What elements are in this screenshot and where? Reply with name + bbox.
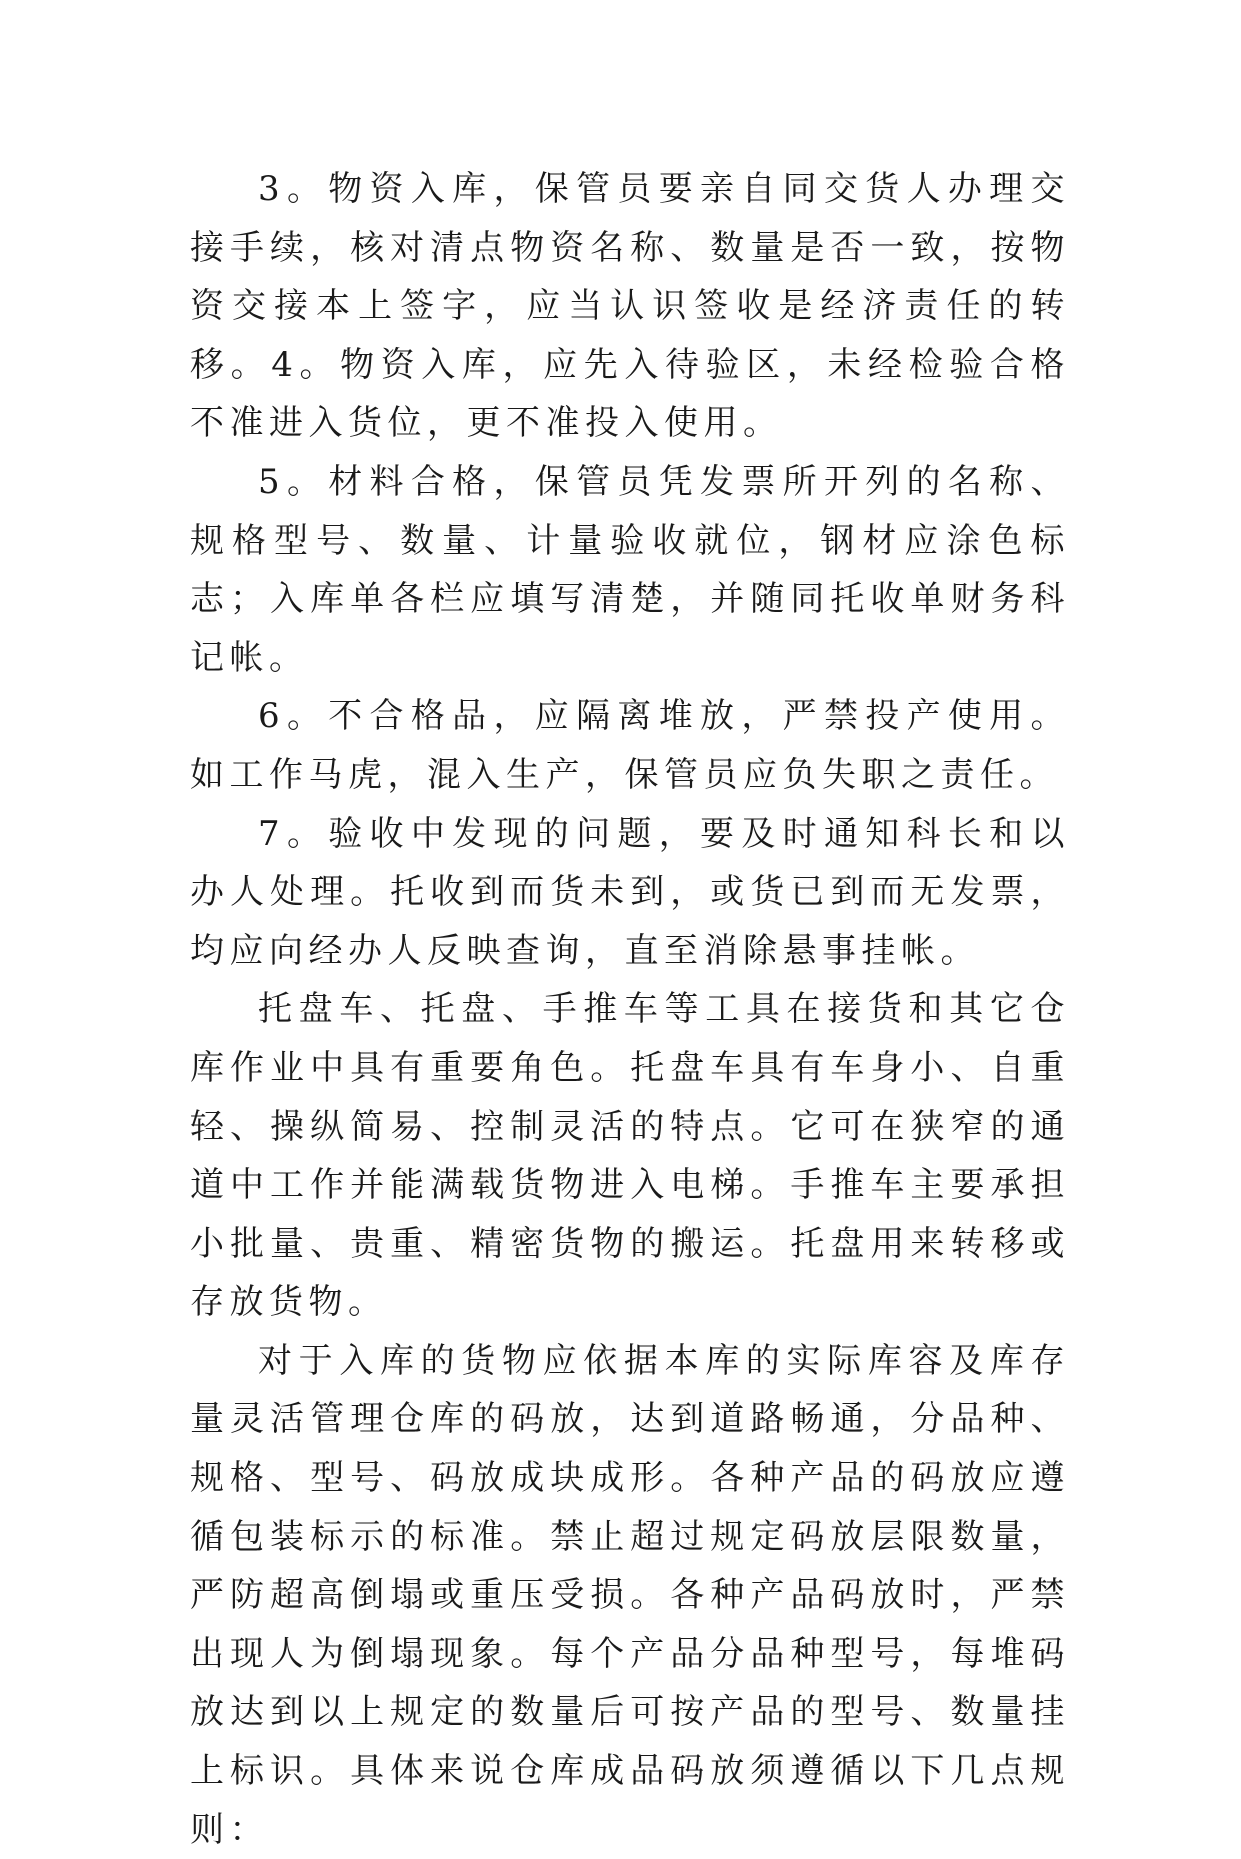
- paragraph-inspection-issues: 7。验收中发现的问题，要及时通知科长和以办人处理。托收到而货未到，或货已到而无发票，均应向经办人反映查询，直至消除悬事挂帐。: [190, 813, 1070, 971]
- paragraph-unqualified-goods: 6。不合格品，应隔离堆放，严禁投产使用。如工作马虎，混入生产，保管员应负失职之责任。: [190, 696, 1070, 795]
- paragraph-stacking-rules: 对于入库的货物应依据本库的实际库容及库存量灵活管理仓库的码放，达到道路畅通，分品种、规格、型号、码放成块成形。各种产品的码放应遵循包装标示的标准。禁止超过规定码放层限数量，严防超高倒塌或重压受损。各种产品码放时，严禁出现人为倒塌现象。每个产品分品种型号，每堆码放达到以上规定的数量后可按产品的型号、数量挂上标识。具体来说仓库成品码放须遵循以下几点规则：: [190, 1340, 1070, 1850]
- body-text: [190, 160, 1070, 1859]
- paragraph-handling-tools: 托盘车、托盘、手推车等工具在接货和其它仓库作业中具有重要角色。托盘车具有车身小、自重轻、操纵简易、控制灵活的特点。它可在狭窄的通道中工作并能满载货物进入电梯。手推车主要承担小批量、贵重、精密货物的搬运。托盘用来转移或存放货物。: [190, 989, 1070, 1323]
- paragraph-qualified-materials: 5。材料合格，保管员凭发票所开列的名称、规格型号、数量、计量验收就位，钢材应涂色标志；入库单各栏应填写清楚，并随同托收单财务科记帐。: [190, 461, 1070, 678]
- paragraph-receiving-handover: 3。物资入库，保管员要亲自同交货人办理交接手续，核对清点物资名称、数量是否一致，按物资交接本上签字，应当认识签收是经济责任的转移。4。物资入库，应先入待验区，未经检验合格不准进入货位，更不准投入使用。: [190, 169, 1070, 444]
